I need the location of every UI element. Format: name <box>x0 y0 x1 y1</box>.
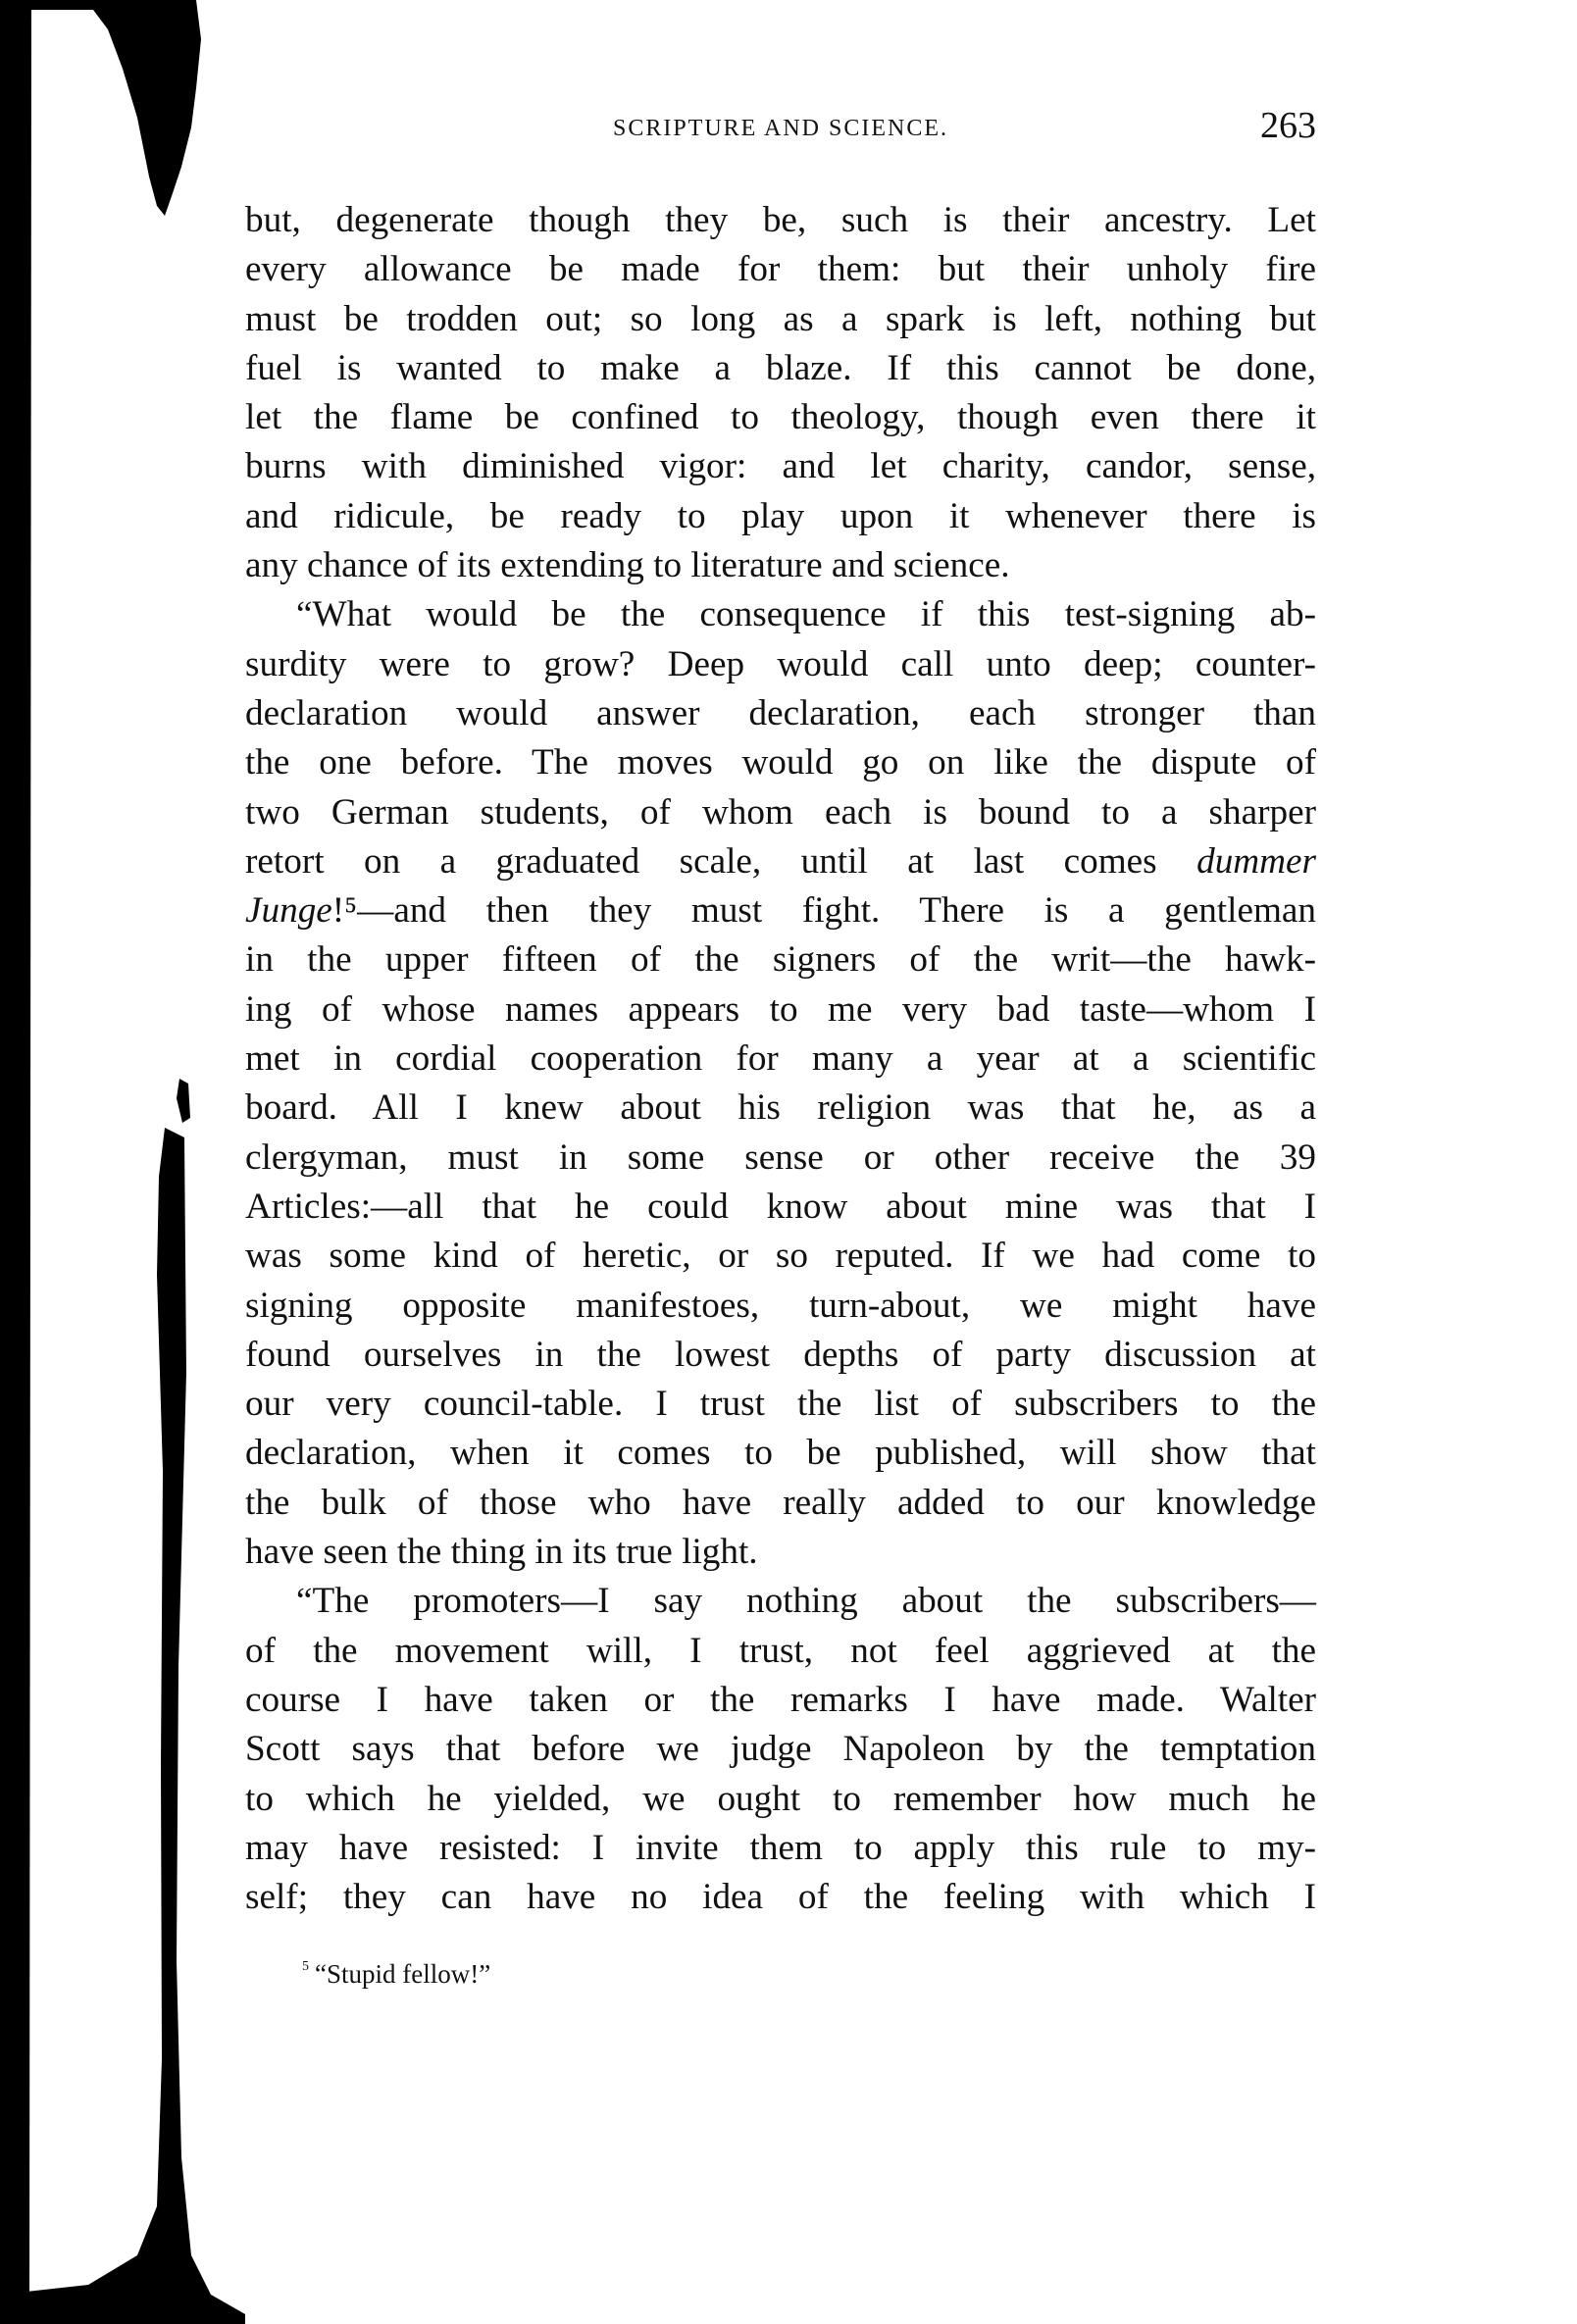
text-line: declaration would answer declaration, each stronger than <box>245 692 1316 733</box>
text-line-mixed <box>245 886 1316 935</box>
text-line: have seen the thing in its true light. <box>245 1532 758 1573</box>
italic-phrase: Junge <box>245 890 332 932</box>
text-line: in the upper fifteen of the signers of the writ—the hawk- <box>245 939 1316 981</box>
text-line: Scott says that before we judge Napoleon by the temptation <box>245 1729 1316 1770</box>
text-line: met in cordial cooperation for many a year at a scientific <box>245 1038 1316 1080</box>
text-line: was some kind of heretic, or so reputed. If we had come to <box>245 1236 1316 1277</box>
text-line: course I have taken or the remarks I have made. Walter <box>245 1679 1316 1720</box>
text-line: every allowance be made for them: but their unholy fire <box>245 249 1316 290</box>
text-line: may have resisted: I invite them to apply this rule to my- <box>245 1827 1316 1868</box>
body-text <box>245 196 1316 1922</box>
running-title: SCRIPTURE AND SCIENCE. <box>612 116 949 141</box>
italic-phrase: dummer <box>1196 840 1316 882</box>
text-line: signing opposite manifestoes, turn-about, we might have <box>245 1285 1316 1326</box>
text-line: fuel is wanted to make a blaze. If this cannot be done, <box>245 347 1316 388</box>
text-line: ing of whose names appears to me very bad taste—whom I <box>245 988 1316 1030</box>
text-line: surdity were to grow? Deep would call unto deep; counter- <box>245 643 1316 684</box>
text-line: “The promoters—I say nothing about the subscribers— <box>296 1581 1316 1622</box>
text-line: Articles:—all that he could know about mine was that I <box>245 1186 1316 1227</box>
text-line: two German students, of whom each is bound to a sharper <box>245 791 1316 833</box>
text-line: found ourselves in the lowest depths of party discussion at <box>245 1334 1316 1375</box>
text-line: burns with diminished vigor: and let charity, candor, sense, <box>245 446 1316 487</box>
text-line: the one before. The moves would go on like the dispute of <box>245 742 1316 783</box>
text-line: “What would be the consequence if this test-signing ab- <box>296 594 1316 635</box>
footnote-text: “Stupid fellow!” <box>315 1959 491 1989</box>
text-line-mixed <box>245 837 1316 886</box>
text-line: any chance of its extending to literature and science. <box>245 545 1010 586</box>
running-head <box>245 98 1316 157</box>
text-line: self; they can have no idea of the feeling with which I <box>245 1877 1316 1918</box>
text-line: to which he yielded, we ought to remember how much he <box>245 1778 1316 1819</box>
text-line: of the movement will, I trust, not feel aggrieved at the <box>245 1630 1316 1671</box>
text-line: let the flame be confined to theology, though even there it <box>245 397 1316 438</box>
footnote <box>302 1959 490 1990</box>
text-line: clergyman, must in some sense or other receive the 39 <box>245 1137 1316 1178</box>
footnote-marker: 5 <box>302 1959 309 1974</box>
text-line: our very council-table. I trust the list of subscribers to the <box>245 1384 1316 1425</box>
text-line: and ridicule, be ready to play upon it whenever there is <box>245 495 1316 536</box>
page-number: 263 <box>1260 105 1316 146</box>
text-line: the bulk of those who have really added to our knowledge <box>245 1482 1316 1523</box>
binding-edge-shadow <box>0 0 255 2324</box>
text-line: board. All I knew about his religion was that he, as a <box>245 1087 1316 1129</box>
text-line: must be trodden out; so long as a spark is left, nothing but <box>245 298 1316 339</box>
text-line: declaration, when it comes to be published, will show that <box>245 1433 1316 1474</box>
text-segment: retort on a graduated scale, until at last comes <box>245 840 1157 882</box>
text-segment: !⁵—and then they must fight. There is a gentleman <box>331 890 1316 932</box>
text-line: but, degenerate though they be, such is their ancestry. Let <box>245 200 1316 240</box>
